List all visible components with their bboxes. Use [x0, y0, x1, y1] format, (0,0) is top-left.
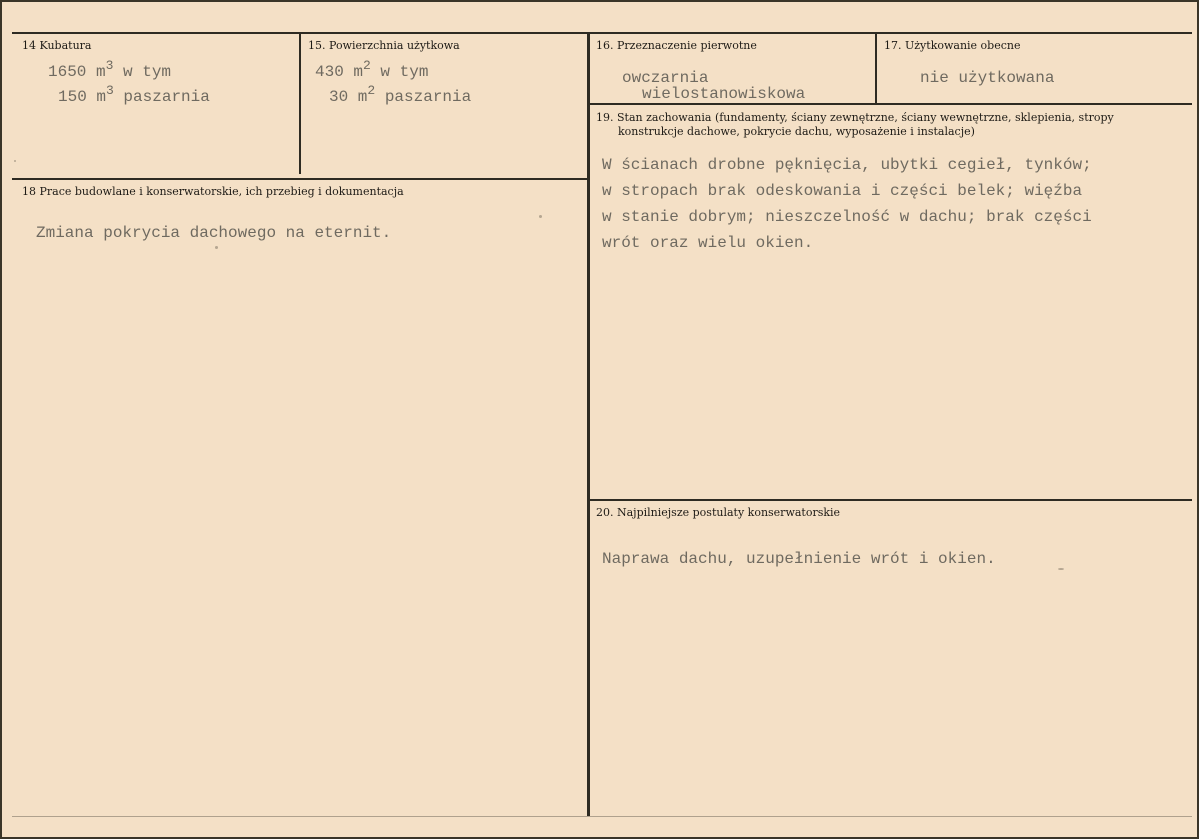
field-18-label: 18 Prace budowlane i konserwatorskie, ich przebieg i dokumentacja	[22, 185, 404, 198]
bottom-border-line	[12, 816, 1192, 817]
field-18-value: Zmiana pokrycia dachowego na eternit.	[36, 224, 392, 242]
field-16-line1: owczarnia	[622, 69, 709, 87]
field-15-line2-value: 30 m	[329, 88, 368, 106]
divider-row1-left	[12, 178, 587, 180]
field-14-line1-rest: w tym	[113, 63, 172, 81]
field-15-line2-sup: 2	[367, 83, 376, 98]
field-19-line-1: W ścianach drobne pęknięcia, ubytki cegieł, tynków;	[602, 156, 1092, 174]
field-15-line1-rest: w tym	[370, 63, 429, 81]
field-15-line1-value: 430 m	[315, 63, 364, 81]
field-15-line1-sup: 2	[363, 58, 371, 73]
field-19-line-4: wrót oraz wielu okien.	[602, 234, 814, 252]
field-15-line2-rest: paszarnia	[375, 88, 472, 106]
field-15-label: 15. Powierzchnia użytkowa	[308, 39, 460, 52]
divider-14-15	[299, 34, 301, 174]
field-15-line2	[329, 84, 471, 110]
field-14-line1	[48, 59, 171, 85]
paper-speck	[1058, 568, 1064, 570]
field-17-label: 17. Użytkowanie obecne	[884, 39, 1021, 52]
paper-speck	[14, 160, 16, 162]
field-14-label: 14 Kubatura	[22, 39, 92, 52]
field-14-line1-value: 1650 m	[48, 63, 106, 81]
paper-speck	[215, 246, 218, 249]
field-19-label-line2: konstrukcje dachowe, pokrycie dachu, wyposażenie i instalacje)	[618, 125, 975, 138]
field-20-value: Naprawa dachu, uzupełnienie wrót i okien.	[602, 550, 996, 568]
divider-19-20	[590, 499, 1192, 501]
field-19-line-3: w stanie dobrym; nieszczelność w dachu; brak części	[602, 208, 1092, 226]
field-14-line2-sup: 3	[106, 83, 114, 98]
field-14-line2	[58, 84, 210, 110]
field-14-line2-rest: paszarnia	[113, 88, 210, 106]
field-15-line1	[315, 59, 428, 85]
top-border-line	[12, 32, 1192, 34]
field-17-value: nie użytkowana	[920, 69, 1055, 87]
field-19-label-line1: 19. Stan zachowania (fundamenty, ściany zewnętrzne, ściany wewnętrzne, sklepienia, stropy	[596, 111, 1114, 124]
field-19-line-2: w stropach brak odeskowania i części belek; więźba	[602, 182, 1083, 200]
field-14-line1-sup: 3	[105, 58, 114, 73]
paper-speck	[539, 215, 542, 218]
divider-main-vertical	[587, 34, 590, 816]
field-16-label: 16. Przeznaczenie pierwotne	[596, 39, 757, 52]
field-20-label: 20. Najpilniejsze postulaty konserwatorskie	[596, 506, 841, 519]
field-16-line2: wielostanowiskowa	[642, 85, 806, 103]
field-14-line2-value: 150 m	[58, 88, 107, 106]
divider-16-17	[875, 34, 877, 104]
